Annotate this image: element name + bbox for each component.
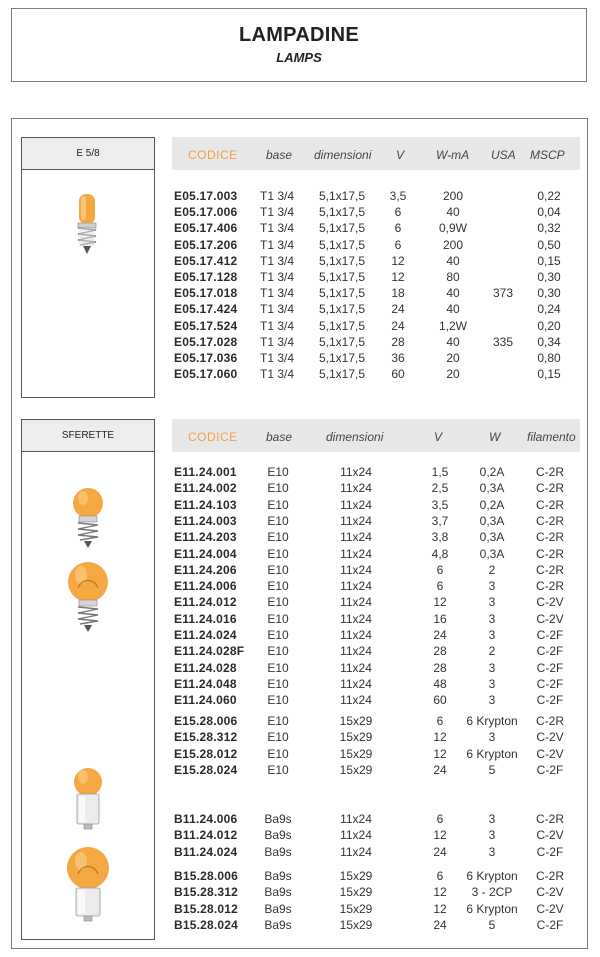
table-cell: 3 [488,628,496,642]
table-cell: Ba9s [264,828,292,843]
table-cell: C-2R [535,579,565,594]
table-cell: 11x24 [340,628,372,642]
table-row [0,189,600,205]
table-cell: 24 [433,844,447,859]
table-cell: 3 [488,676,496,691]
table-cell: 12 [391,253,405,268]
table-cell: E11.24.004 [174,546,237,561]
table-cell: 5,1x17,5 [318,351,366,365]
table-cell: 0,9W [438,221,468,236]
table-cell: 335 [492,334,514,349]
table-cell: 5,1x17,5 [318,286,366,301]
table-cell: 11x24 [340,844,372,859]
table-cell: C-2F [536,644,564,659]
table-cell: E15.28.312 [174,730,238,745]
table-cell: 15x29 [339,917,373,932]
table-row [0,335,600,351]
table-cell: E11.24.103 [174,497,237,512]
table-cell: 15x29 [339,714,373,728]
table-cell: B15.28.012 [174,901,239,916]
e58-label: E 5/8 [22,138,154,170]
table-cell: 24 [433,917,447,932]
table-cell: 11x24 [340,513,372,528]
table-row [0,530,600,546]
table-cell: 0,20 [537,318,561,333]
table-cell: E11.24.206 [174,562,237,577]
table-row [0,563,600,579]
table-cell: 2,5 [431,481,449,496]
table-cell: E10 [267,546,289,561]
table-cell: T1 3/4 [260,270,295,284]
e58-header-cell: V [396,148,405,162]
sferette-label: SFERETTE [22,420,154,452]
table-cell: 5,1x17,5 [318,302,366,317]
table-cell: 18 [391,286,405,301]
table-cell: 3 [488,660,496,675]
table-cell: E10 [267,762,289,777]
e58-header-cell: MSCP [530,148,565,162]
table-cell: 11x24 [340,530,372,545]
table-cell: E10 [267,714,289,728]
table-cell: E05.17.006 [174,205,238,220]
table-cell: 11x24 [340,812,372,826]
table-cell: 28 [433,660,447,675]
table-cell: E15.28.012 [174,746,238,761]
table-cell: 11x24 [340,579,372,594]
table-row [0,465,600,481]
table-cell: T1 3/4 [260,334,295,349]
table-cell: 11x24 [340,693,372,708]
table-cell: C-2V [536,885,564,900]
table-cell: Ba9s [264,812,292,826]
table-cell: E10 [267,595,289,610]
table-row [0,221,600,237]
table-cell: 12 [433,746,447,761]
table-row [0,845,600,861]
table-cell: 12 [391,270,405,284]
table-row [0,547,600,563]
table-row [0,902,600,918]
table-cell: 6 [394,237,402,252]
table-cell: E15.28.006 [174,714,238,728]
table-cell: 3 [488,828,496,843]
table-cell: 0,50 [537,237,561,252]
table-cell: 28 [391,334,405,349]
table-cell: 5 [488,917,496,932]
table-cell: E10 [267,481,289,496]
sferette-header-cell: dimensioni [326,430,384,444]
table-row [0,644,600,660]
table-cell: E10 [267,465,289,479]
table-cell: 6 Krypton [466,746,518,761]
table-cell: 0,3A [479,481,505,496]
table-cell: 11x24 [340,611,372,626]
table-row [0,828,600,844]
table-cell: T1 3/4 [260,205,295,220]
table-cell: E11.24.203 [174,530,237,545]
table-cell: 3 [488,693,496,708]
table-cell: E11.24.001 [174,465,237,479]
table-cell: 12 [433,885,447,900]
table-cell: E05.17.424 [174,302,238,317]
table-cell: 0,80 [537,351,561,365]
table-cell: 11x24 [340,676,372,691]
table-cell: E10 [267,644,289,659]
table-cell: 40 [446,302,460,317]
table-cell: 0,15 [537,367,561,382]
table-cell: 11x24 [340,828,372,843]
table-row [0,205,600,221]
table-cell: 24 [391,318,405,333]
table-cell: 6 [436,562,444,577]
table-cell: 5,1x17,5 [318,205,366,220]
table-cell: C-2V [536,746,564,761]
table-cell: 6 [436,714,444,728]
table-cell: 40 [446,205,460,220]
table-cell: 0,34 [537,334,561,349]
table-cell: T1 3/4 [260,302,295,317]
table-cell: T1 3/4 [260,237,295,252]
table-cell: C-2R [535,513,565,528]
sferette-header-cell: CODICE [188,430,238,444]
table-cell: 3 [488,611,496,626]
table-cell: E11.24.002 [174,481,237,496]
table-cell: Ba9s [264,885,292,900]
table-cell: E10 [267,660,289,675]
table-cell: C-2R [535,481,565,496]
table-cell: 0,3A [479,546,505,561]
table-cell: 3 [488,730,496,745]
table-cell: 24 [391,302,405,317]
table-cell: C-2V [536,730,564,745]
table-cell: 6 Krypton [466,869,518,883]
page-subtitle: LAMPS [276,50,322,65]
table-row [0,351,600,367]
table-cell: C-2R [535,714,565,728]
table-cell: C-2R [535,497,565,512]
table-cell: 40 [446,253,460,268]
table-cell: 6 [436,869,444,883]
table-row [0,254,600,270]
table-cell: T1 3/4 [260,189,295,203]
table-cell: 0,3A [479,530,505,545]
table-cell: 0,30 [537,286,561,301]
table-cell: 15x29 [339,885,373,900]
table-row [0,918,600,934]
table-cell: E05.17.028 [174,334,238,349]
table-cell: 24 [433,628,447,642]
table-cell: 3 [488,812,496,826]
table-cell: E05.17.206 [174,237,238,252]
table-cell: 3,5 [389,189,407,203]
table-cell: 4,8 [431,546,449,561]
table-cell: 3,7 [431,513,449,528]
table-cell: B11.24.012 [174,828,238,843]
table-cell: C-2R [535,869,565,883]
table-row [0,612,600,628]
table-cell: C-2V [536,595,564,610]
table-cell: 16 [433,611,447,626]
table-cell: E10 [267,497,289,512]
table-cell: 3,5 [431,497,449,512]
table-cell: E10 [267,579,289,594]
sferette-header-cell: base [266,430,293,444]
table-cell: T1 3/4 [260,253,295,268]
table-cell: 15x29 [339,869,373,883]
table-cell: E05.17.128 [174,270,238,284]
table-cell: Ba9s [264,901,292,916]
table-cell: E10 [267,693,289,708]
table-cell: E11.24.012 [174,595,237,610]
table-row [0,319,600,335]
table-cell: 3 [488,579,496,594]
sferette-header-cell: W [489,430,501,444]
table-cell: 0,32 [537,221,561,236]
table-cell: 0,30 [537,270,561,284]
table-cell: E11.24.028F [174,644,245,659]
table-cell: 48 [433,676,447,691]
e58-header-cell: W-mA [436,148,470,162]
e58-header-cell: CODICE [188,148,238,162]
table-cell: 6 Krypton [466,714,518,728]
table-cell: C-2F [536,917,564,932]
table-cell: 6 [436,579,444,594]
table-cell: C-2V [536,828,564,843]
table-cell: E10 [267,676,289,691]
table-cell: E05.17.018 [174,286,238,301]
table-cell: 5,1x17,5 [318,253,366,268]
e58-header-cell: base [266,148,293,162]
table-row [0,869,600,885]
table-cell: Ba9s [264,844,292,859]
table-cell: 12 [433,828,447,843]
table-cell: E10 [267,530,289,545]
table-cell: 12 [433,595,447,610]
e58-header-cell: USA [491,148,516,162]
table-cell: 0,2A [479,497,505,512]
table-cell: C-2F [536,844,564,859]
table-cell: 2 [488,562,496,577]
table-cell: 2 [488,644,496,659]
table-row [0,714,600,730]
table-cell: 0,15 [537,253,561,268]
table-cell: 0,04 [537,205,561,220]
table-cell: 15x29 [339,762,373,777]
title-box [11,8,587,82]
table-cell: C-2F [536,676,564,691]
table-cell: C-2R [535,546,565,561]
table-row [0,730,600,746]
table-row [0,514,600,530]
table-row [0,747,600,763]
table-cell: E15.28.024 [174,762,238,777]
table-cell: E10 [267,562,289,577]
table-cell: 12 [433,730,447,745]
table-cell: E11.24.024 [174,628,237,642]
table-cell: C-2F [536,762,564,777]
table-cell: 5,1x17,5 [318,334,366,349]
table-cell: T1 3/4 [260,221,295,236]
table-cell: 5,1x17,5 [318,189,366,203]
table-cell: 11x24 [340,465,372,479]
table-row [0,763,600,779]
table-cell: 0,24 [537,302,561,317]
table-cell: 5,1x17,5 [318,270,366,284]
table-cell: 200 [442,237,464,252]
table-cell: 6 [436,812,444,826]
table-cell: 5,1x17,5 [318,318,366,333]
table-cell: 60 [433,693,447,708]
table-cell: 15x29 [339,730,373,745]
table-cell: 20 [446,367,460,382]
table-cell: E05.17.060 [174,367,238,382]
table-cell: B11.24.024 [174,844,238,859]
table-cell: 80 [446,270,460,284]
table-cell: 3 [488,595,496,610]
table-cell: 28 [433,644,447,659]
table-cell: C-2V [536,901,564,916]
table-cell: T1 3/4 [260,351,295,365]
table-cell: 60 [391,367,405,382]
table-cell: E10 [267,746,289,761]
table-cell: E11.24.003 [174,513,237,528]
page-title: LAMPADINE [238,24,360,46]
table-cell: E10 [267,730,289,745]
e58-header-cell: dimensioni [314,148,372,162]
sferette-header-cell: V [434,430,443,444]
table-row [0,286,600,302]
table-row [0,693,600,709]
table-row [0,885,600,901]
table-row [0,481,600,497]
table-cell: 5 [488,762,496,777]
table-cell: 24 [433,762,447,777]
table-cell: C-2V [536,611,564,626]
table-cell: 36 [391,351,405,365]
table-cell: 15x29 [339,901,373,916]
table-cell: C-2F [536,693,564,708]
table-cell: 3 - 2CP [471,885,513,900]
table-cell: 20 [446,351,460,365]
table-cell: B15.28.312 [174,885,239,900]
table-cell: T1 3/4 [260,367,295,382]
table-row [0,677,600,693]
table-cell: E05.17.524 [174,318,238,333]
table-cell: 40 [446,334,460,349]
table-cell: E05.17.036 [174,351,238,365]
table-cell: E10 [267,628,289,642]
table-row [0,367,600,383]
table-cell: E11.24.060 [174,693,237,708]
table-cell: 373 [492,286,514,301]
table-cell: 11x24 [340,546,372,561]
table-cell: 5,1x17,5 [318,367,366,382]
table-cell: C-2R [535,465,565,479]
table-row [0,579,600,595]
table-cell: T1 3/4 [260,286,295,301]
table-cell: 3 [488,844,496,859]
table-cell: E11.24.048 [174,676,237,691]
table-cell: E10 [267,611,289,626]
table-cell: E05.17.412 [174,253,238,268]
table-cell: C-2R [535,530,565,545]
table-cell: 0,22 [537,189,561,203]
table-cell: E11.24.016 [174,611,237,626]
table-cell: C-2R [535,562,565,577]
table-cell: 11x24 [340,660,372,675]
table-row [0,498,600,514]
table-cell: 6 Krypton [466,901,518,916]
table-cell: Ba9s [264,869,292,883]
table-cell: 1,2W [438,318,468,333]
table-cell: E05.17.003 [174,189,238,203]
table-cell: 5,1x17,5 [318,237,366,252]
table-cell: 11x24 [340,481,372,496]
table-row [0,628,600,644]
table-cell: 11x24 [340,595,372,610]
table-cell: C-2F [536,660,564,675]
table-row [0,270,600,286]
sferette-header-cell: filamento [527,430,576,444]
table-cell: 11x24 [340,644,372,659]
table-cell: 11x24 [340,562,372,577]
table-cell: 3,8 [431,530,449,545]
table-cell: 1,5 [431,465,449,479]
table-row [0,812,600,828]
table-cell: C-2R [535,812,565,826]
table-cell: B11.24.006 [174,812,238,826]
table-cell: 15x29 [339,746,373,761]
table-cell: 0,2A [479,465,505,479]
table-row [0,595,600,611]
table-cell: 0,3A [479,513,505,528]
table-cell: B15.28.006 [174,869,239,883]
table-cell: E11.24.006 [174,579,237,594]
table-cell: E10 [267,513,289,528]
table-cell: 6 [394,221,402,236]
table-cell: 200 [442,189,464,203]
table-cell: 11x24 [340,497,372,512]
table-cell: 5,1x17,5 [318,221,366,236]
table-cell: T1 3/4 [260,318,295,333]
table-cell: E05.17.406 [174,221,238,236]
table-cell: B15.28.024 [174,917,239,932]
table-row [0,302,600,318]
table-cell: E11.24.028 [174,660,237,675]
table-cell: 40 [446,286,460,301]
table-row [0,238,600,254]
table-cell: Ba9s [264,917,292,932]
table-row [0,661,600,677]
table-cell: 12 [433,901,447,916]
table-cell: C-2F [536,628,564,642]
table-cell: 6 [394,205,402,220]
